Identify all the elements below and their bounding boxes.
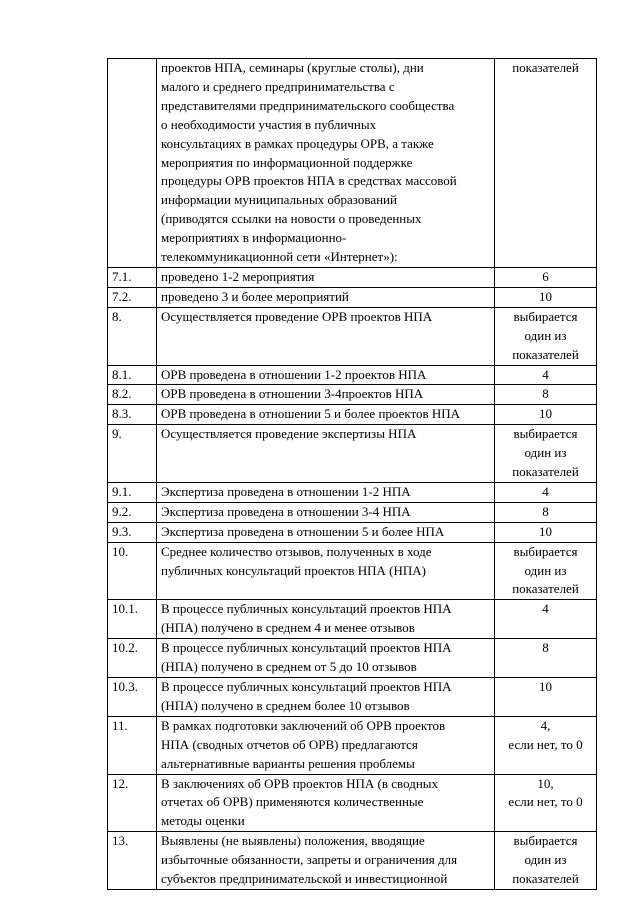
description-line: избыточные обязанности, запреты и ограничения для [161,852,458,868]
table-row [108,716,597,774]
item-number: 9. [108,425,157,483]
table-row [108,405,597,425]
score-line: 4 [542,366,549,382]
item-number: 7.1. [108,267,157,287]
item-score [495,639,597,678]
score-line: выбирается [513,308,578,324]
item-score [495,832,597,890]
description-line: проведено 3 и более мероприятий [161,288,349,304]
score-line: показателей [512,464,579,480]
table-row [108,365,597,385]
table-row [108,678,597,717]
description-line: (приводятся ссылки на новости о проведенных [161,211,422,227]
score-line: 6 [542,268,549,284]
score-line: один из [524,445,567,461]
item-description [157,600,495,639]
description-line: В процессе публичных консультаций проектов НПА [161,640,452,656]
item-number: 9.3. [108,522,157,542]
table-row [108,59,597,268]
score-line: 4, [540,717,551,733]
item-score [495,522,597,542]
item-description [157,425,495,483]
table-row [108,482,597,502]
criteria-table-body [108,59,597,890]
table-row [108,774,597,832]
score-line: один из [524,562,567,578]
item-number: 8. [108,307,157,365]
description-line: Экспертиза проведена в отношении 1-2 НПА [161,483,411,499]
item-score [495,542,597,600]
item-score [495,307,597,365]
score-line: показателей [512,346,579,362]
item-description [157,365,495,385]
item-description [157,482,495,502]
description-line: Осуществляется проведение экспертизы НПА [161,426,417,442]
item-number: 10.3. [108,678,157,717]
table-row [108,639,597,678]
description-line: субъектов предпринимательской и инвестиционной [161,871,448,887]
item-score [495,267,597,287]
description-line: Экспертиза проведена в отношении 3-4 НПА [161,503,411,519]
score-line: 8 [542,386,549,402]
score-line: 8 [542,640,549,656]
description-line: процедуры ОРВ проектов НПА в средствах массовой [161,173,457,189]
item-description [157,774,495,832]
item-score [495,405,597,425]
score-line: 4 [542,483,549,499]
description-line: Осуществляется проведение ОРВ проектов НПА [161,308,433,324]
criteria-table [107,58,597,890]
table-row [108,307,597,365]
table-row [108,425,597,483]
description-line: информации муниципальных образований [161,192,397,208]
item-number: 11. [108,716,157,774]
item-score [495,365,597,385]
table-row [108,542,597,600]
item-description [157,405,495,425]
description-line: проектов НПА, семинары (круглые столы), дни [161,60,424,75]
item-number [108,59,157,268]
description-line: Среднее количество отзывов, полученных в ходе [161,543,432,559]
item-score [495,678,597,717]
item-score [495,385,597,405]
item-description [157,502,495,522]
description-line: о необходимости участия в публичных [161,116,377,132]
table-row [108,600,597,639]
item-number: 10.2. [108,639,157,678]
description-line: отчетах об ОРВ) применяются количественные [161,794,424,810]
item-number: 8.2. [108,385,157,405]
description-line: проведено 1-2 мероприятия [161,268,315,284]
description-line: альтернативные варианты решения проблемы [161,755,415,771]
item-number: 7.2. [108,287,157,307]
item-description [157,287,495,307]
score-line: показателей [512,581,579,597]
description-line: (НПА) получено в среднем более 10 отзывов [161,697,410,713]
table-row [108,522,597,542]
item-number: 12. [108,774,157,832]
score-line: показателей [512,60,579,75]
item-number: 9.1. [108,482,157,502]
item-description [157,267,495,287]
description-line: В заключениях об ОРВ проектов НПА (в сводных [161,775,439,791]
description-line: представителями предпринимательского сообщества [161,97,455,113]
table-row [108,267,597,287]
table-row [108,287,597,307]
score-line: если нет, то 0 [508,736,583,752]
description-line: В рамках подготовки заключений об ОРВ проектов [161,717,446,733]
item-description [157,716,495,774]
description-line: В процессе публичных консультаций проектов НПА [161,679,452,694]
score-line: выбирается [513,543,578,559]
item-number: 10. [108,542,157,600]
description-line: мероприятиях в информационно- [161,230,347,246]
description-line: ОРВ проведена в отношении 3-4проектов НПА [161,386,424,402]
item-score [495,502,597,522]
score-line: 4 [542,601,549,617]
item-score [495,774,597,832]
item-number: 10.1. [108,600,157,639]
item-description [157,832,495,890]
description-line: консультациях в рамках процедуры ОРВ, а также [161,135,434,151]
description-line: публичных консультаций проектов НПА (НПА) [161,562,426,578]
item-score [495,600,597,639]
score-line: один из [524,852,567,868]
score-line: показателей [512,871,579,887]
score-line: 10 [539,288,552,304]
item-description [157,307,495,365]
description-line: (НПА) получено в среднем 4 и менее отзывов [161,620,415,636]
item-number: 8.3. [108,405,157,425]
table-row [108,502,597,522]
item-description [157,542,495,600]
description-line: ОРВ проведена в отношении 1-2 проектов НПА [161,366,427,382]
description-line: (НПА) получено в среднем от 5 до 10 отзывов [161,659,417,675]
item-score [495,287,597,307]
score-line: 10 [539,523,552,539]
description-line: телекоммуникационной сети «Интернет»): [161,249,398,265]
item-score [495,59,597,268]
score-line: 10, [537,775,554,791]
score-line: если нет, то 0 [508,794,583,810]
item-description [157,385,495,405]
item-number: 9.2. [108,502,157,522]
description-line: НПА (сводных отчетов об ОРВ) предлагаются [161,736,418,752]
item-description [157,522,495,542]
score-line: 10 [539,406,552,422]
description-line: методы оценки [161,813,245,829]
table-row [108,385,597,405]
item-number: 13. [108,832,157,890]
description-line: Выявлены (не выявлены) положения, вводящие [161,833,425,849]
score-line: 10 [539,679,552,694]
description-line: В процессе публичных консультаций проектов НПА [161,601,452,617]
description-line: Экспертиза проведена в отношении 5 и более НПА [161,523,445,539]
item-description [157,59,495,268]
item-score [495,716,597,774]
description-line: мероприятия по информационной поддержке [161,154,413,170]
description-line: малого и среднего предпринимательства с [161,78,395,94]
table-row [108,832,597,890]
item-score [495,482,597,502]
score-line: один из [524,327,567,343]
score-line: 8 [542,503,549,519]
item-number: 8.1. [108,365,157,385]
score-line: выбирается [513,833,578,849]
item-score [495,425,597,483]
item-description [157,678,495,717]
description-line: ОРВ проведена в отношении 5 и более проектов НПА [161,406,461,422]
score-line: выбирается [513,426,578,442]
item-description [157,639,495,678]
